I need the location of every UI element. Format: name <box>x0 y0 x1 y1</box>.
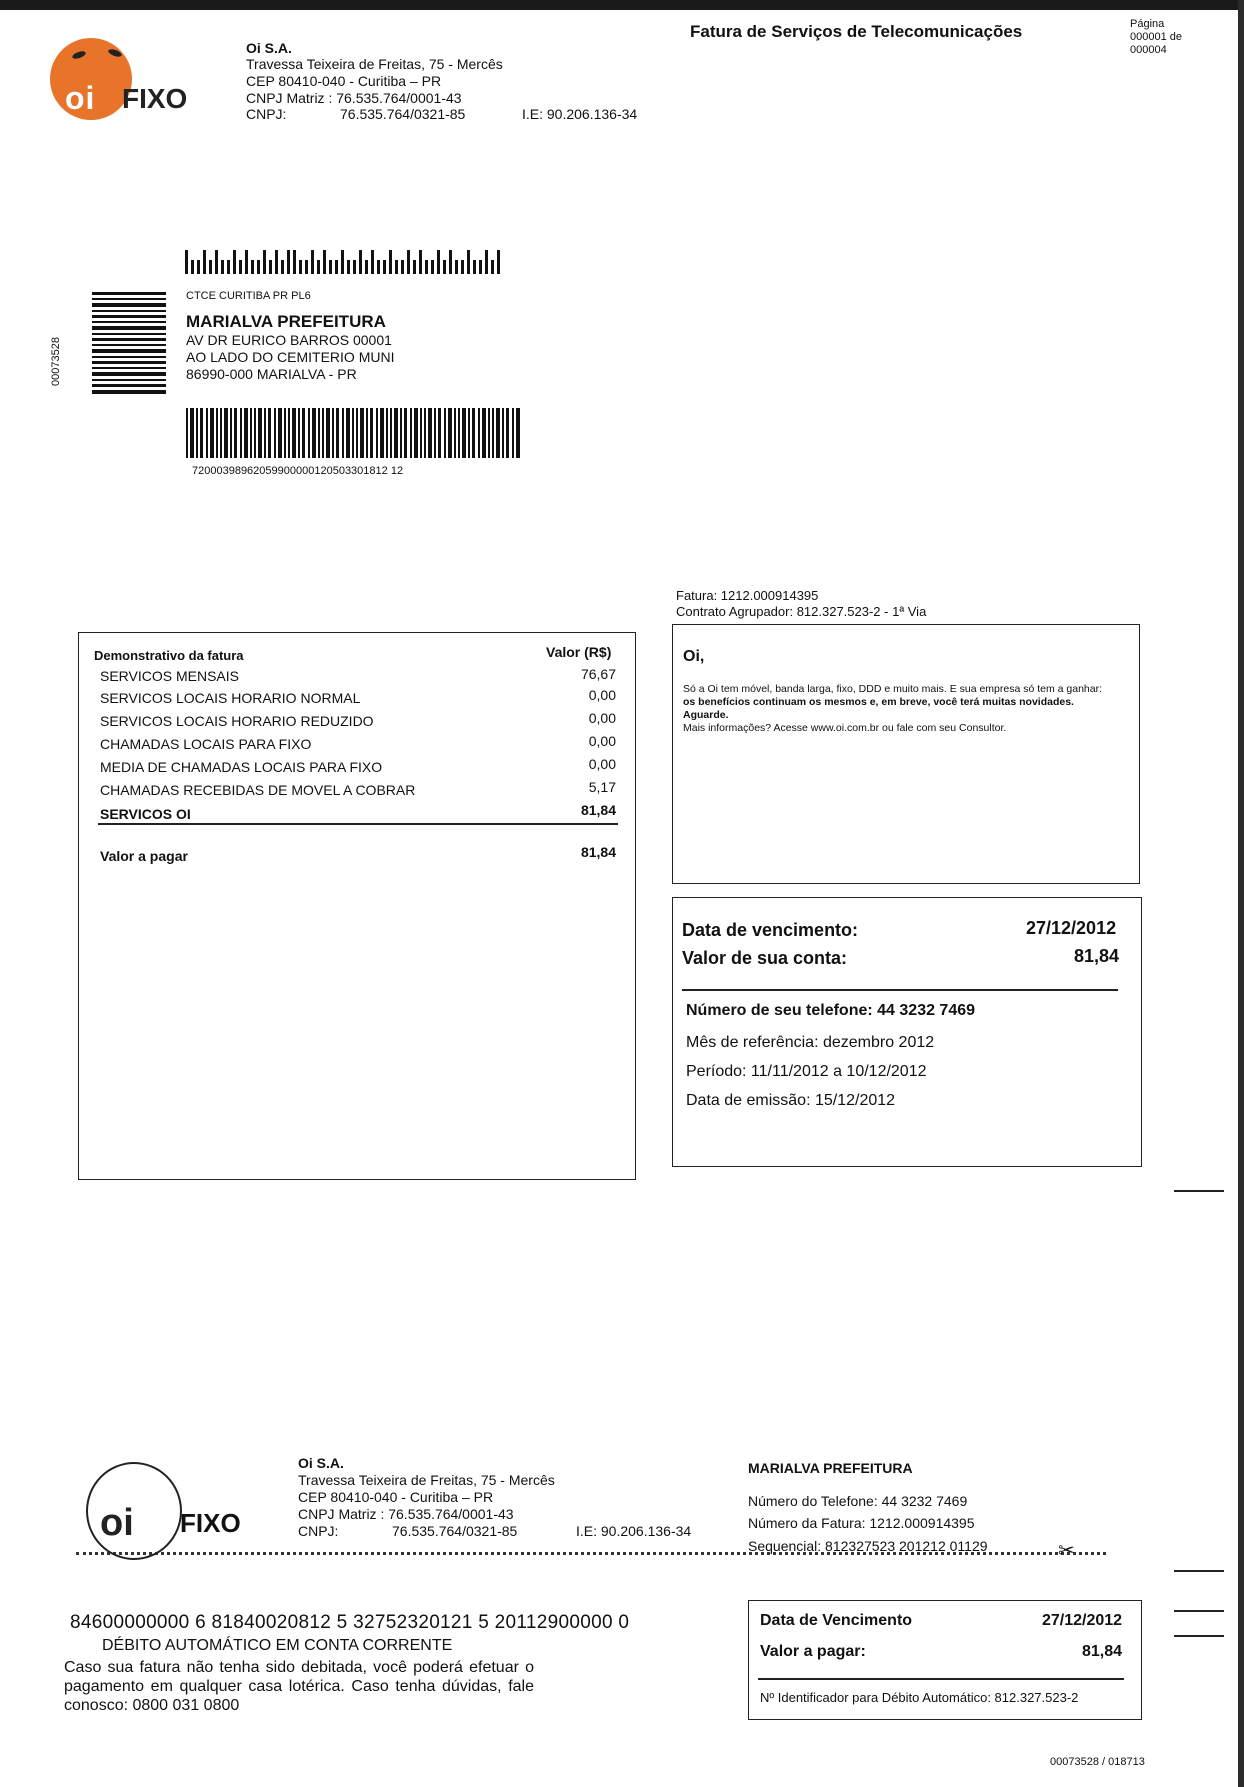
breakdown-row-label: CHAMADAS LOCAIS PARA FIXO <box>100 736 312 752</box>
message-text <box>683 683 1113 735</box>
stub-amount-label: Valor a pagar: <box>760 1643 866 1660</box>
breakdown-row-value: 0,00 <box>588 687 616 703</box>
account-value: 81,84 <box>1074 946 1120 966</box>
logo-mark: oi <box>65 80 96 116</box>
stub-logo-word: FIXO <box>180 1508 241 1538</box>
message-text-1: Só a Oi tem móvel, banda larga, fixo, DDD e muito mais. E sua empresa só tem a ganhar: <box>683 683 1103 695</box>
breakdown-row-value: 0,00 <box>588 733 616 749</box>
issue-date: Data de emissão: 15/12/2012 <box>686 1092 896 1109</box>
message-box <box>672 624 1140 884</box>
stub-due-value: 27/12/2012 <box>1042 1612 1123 1629</box>
payment-codeline: 84600000000 6 81840020812 5 32752320121 5 20112900000 0 <box>70 1612 630 1633</box>
logo-word: FIXO <box>122 83 188 114</box>
company-cnpj-value: 76.535.764/0321-85 <box>340 106 466 122</box>
page-value: 000001 de <box>1130 31 1182 43</box>
page-total: 000004 <box>1130 44 1167 56</box>
margin-mark <box>1174 1635 1224 1637</box>
contract-number: Contrato Agrupador: 812.327.523-2 - 1ª Via <box>676 604 927 619</box>
scan-top-edge <box>0 0 1244 10</box>
mailing-barcode-number: 72000398962059900000120503301812 12 <box>192 465 404 477</box>
summary-divider <box>682 989 1118 991</box>
company-name: Oi S.A. <box>246 40 292 56</box>
breakdown-row-label: MEDIA DE CHAMADAS LOCAIS PARA FIXO <box>100 759 383 775</box>
stub-debit-id: Nº Identificador para Débito Automático: 812.327.523-2 <box>760 1690 1079 1705</box>
side-barcode-icon <box>92 292 166 396</box>
company-ie: I.E: 90.206.136-34 <box>522 106 638 122</box>
breakdown-row-value: 76,67 <box>580 666 616 682</box>
breakdown-row-label: SERVICOS MENSAIS <box>100 668 240 684</box>
margin-mark <box>1174 1610 1224 1612</box>
mailing-barcode-icon <box>186 408 522 458</box>
reference-month: Mês de referência: dezembro 2012 <box>686 1034 935 1051</box>
breakdown-title: Demonstrativo da fatura <box>94 648 244 663</box>
breakdown-total-label: Valor a pagar <box>100 848 188 864</box>
stub-sequence: Sequencial: 812327523 201212 01129 <box>748 1538 988 1554</box>
breakdown-value-header: Valor (R$) <box>546 644 612 660</box>
billing-period: Período: 11/11/2012 a 10/12/2012 <box>686 1063 927 1080</box>
company-cnpj-label: CNPJ: <box>246 106 287 122</box>
account-value-label: Valor de sua conta: <box>682 948 848 968</box>
postal-route: CTCE CURITIBA PR PL6 <box>186 290 311 302</box>
company-address-2: CEP 80410-040 - Curitiba – PR <box>246 73 442 89</box>
side-number: 00073528 <box>50 337 62 386</box>
breakdown-row-label: SERVICOS LOCAIS HORARIO REDUZIDO <box>100 713 374 729</box>
auto-debit-title: DÉBITO AUTOMÁTICO EM CONTA CORRENTE <box>102 1637 453 1654</box>
stub-logo-mark: oi <box>100 1502 134 1544</box>
breakdown-row-value: 0,00 <box>588 756 616 772</box>
customer-address-3: 86990-000 MARIALVA - PR <box>186 366 357 382</box>
stub-divider <box>758 1678 1124 1680</box>
breakdown-row-value: 5,17 <box>588 779 616 795</box>
stub-invoice-number: Número da Fatura: 1212.000914395 <box>748 1515 975 1531</box>
stub-company-address-2: CEP 80410-040 - Curitiba – PR <box>298 1489 494 1505</box>
breakdown-row-value: 0,00 <box>588 710 616 726</box>
page-label: Página <box>1130 18 1165 30</box>
side-number-wrap <box>50 330 100 386</box>
margin-mark <box>1174 1190 1224 1192</box>
breakdown-subtotal-value: 81,84 <box>580 802 616 818</box>
invoice-number: Fatura: 1212.000914395 <box>676 588 819 603</box>
breakdown-subtotal-label: SERVICOS OI <box>100 806 191 822</box>
phone-number: Número de seu telefone: 44 3232 7469 <box>686 1002 976 1019</box>
customer-name: MARIALVA PREFEITURA <box>186 312 386 331</box>
message-text-bold: os benefícios continuam os mesmos e, em breve, você terá muitas novidades. Aguarde. <box>683 696 1074 721</box>
stub-amount-value: 81,84 <box>1082 1643 1123 1660</box>
stub-customer-name: MARIALVA PREFEITURA <box>748 1460 913 1476</box>
stub-due-label: Data de Vencimento <box>760 1612 913 1629</box>
breakdown-row-label: CHAMADAS RECEBIDAS DE MOVEL A COBRAR <box>100 782 416 798</box>
footer-sequence: 00073528 / 018713 <box>1050 1756 1145 1768</box>
message-greeting: Oi, <box>683 648 705 665</box>
document-title: Fatura de Serviços de Telecomunicações <box>690 22 1023 41</box>
stub-company-cnpj-matriz: CNPJ Matriz : 76.535.764/0001-43 <box>298 1506 514 1522</box>
scan-right-edge <box>1238 0 1244 1787</box>
page-indicator <box>1130 18 1182 57</box>
message-text-2: Mais informações? Acesse www.oi.com.br ou fale com seu Consultor. <box>683 722 1007 734</box>
stub-company-cnpj-label: CNPJ: <box>298 1523 339 1539</box>
stub-company-address-1: Travessa Teixeira de Freitas, 75 - Mercês <box>298 1472 555 1488</box>
postal-barcode-icon <box>185 250 510 274</box>
scissors-icon: ✂ <box>1058 1540 1075 1562</box>
stub-company-name: Oi S.A. <box>298 1455 344 1471</box>
due-date-value: 27/12/2012 <box>1026 918 1117 938</box>
stub-phone: Número do Telefone: 44 3232 7469 <box>748 1493 968 1509</box>
customer-address-2: AO LADO DO CEMITERIO MUNI <box>186 349 395 365</box>
company-address-1: Travessa Teixeira de Freitas, 75 - Mercês <box>246 56 503 72</box>
invoice-info <box>676 588 926 620</box>
stub-company-cnpj-value: 76.535.764/0321-85 <box>392 1523 518 1539</box>
breakdown-divider <box>98 823 618 825</box>
auto-debit-notice: Caso sua fatura não tenha sido debitada, você poderá efetuar o pagamento em qualquer casa lotérica. Caso tenha dúvidas, fale conosco: 0800 031 0800 <box>64 1659 534 1714</box>
breakdown-row-label: SERVICOS LOCAIS HORARIO NORMAL <box>100 690 361 706</box>
due-date-label: Data de vencimento: <box>682 920 859 940</box>
customer-address-1: AV DR EURICO BARROS 00001 <box>186 332 392 348</box>
stub-company-ie: I.E: 90.206.136-34 <box>576 1523 692 1539</box>
company-cnpj-matriz: CNPJ Matriz : 76.535.764/0001-43 <box>246 90 462 106</box>
breakdown-total-value: 81,84 <box>580 844 616 860</box>
margin-mark <box>1174 1570 1224 1572</box>
